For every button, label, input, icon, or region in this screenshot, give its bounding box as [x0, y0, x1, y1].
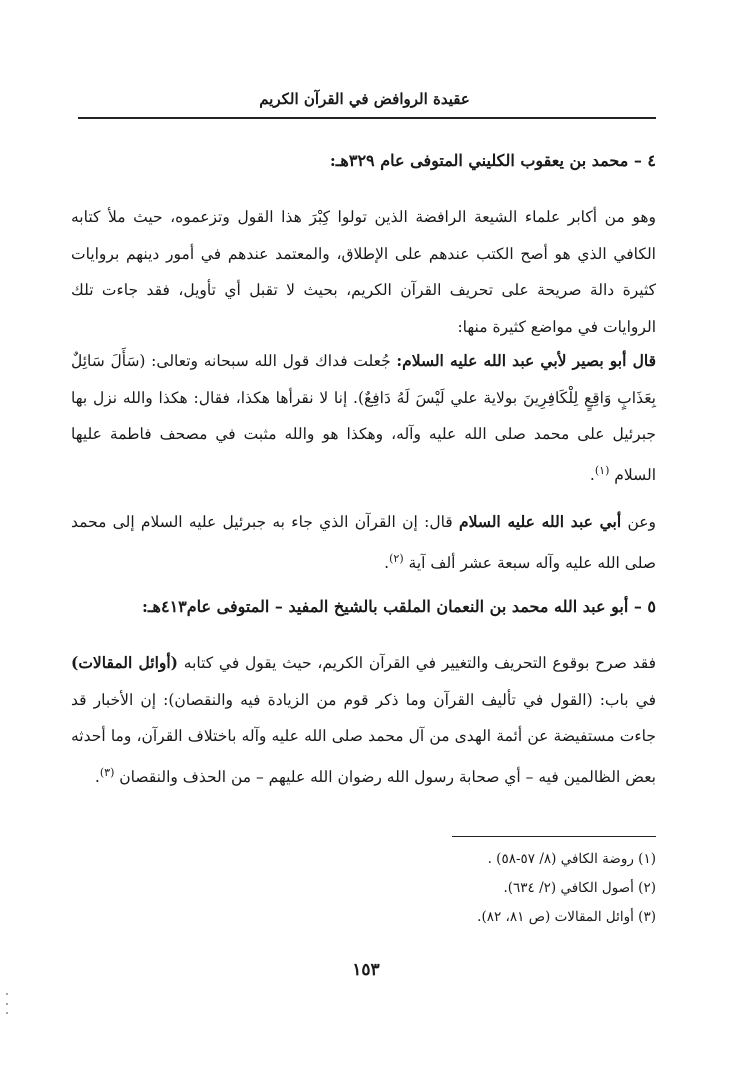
footnote-ref-1[interactable]: (١) — [594, 463, 610, 477]
paragraph-mufid: فقد صرح بوقوع التحريف والتغيير في القرآن الكريم، حيث يقول في كتابه (أوائل المقالات) في باب: (القول في تأليف القرآن وما ذكر قوم من الزيادة فيه والنقصان): إن الأخبار قد جاءت مستفيضة عن أئمة الهدى من آل محمد صلى الله عليه وآله باختلاف القرآن، وما أحدثه بعض الظالمين فيه – أي صحابة رسول الله رضوان الله عليهم – من الحذف والنقصان $^{(٣)}$. — [71, 653, 656, 786]
narration-prefix: وعن — [627, 513, 657, 531]
footnotes — [71, 845, 656, 932]
footnote-3: (٣) أوائل المقالات (ص ٨١، ٨٢). — [477, 909, 656, 925]
mufid-text-pre: فقد صرح بوقوع التحريف والتغيير في القرآن الكريم، حيث يقول في كتابه — [183, 654, 656, 672]
narrator-lead: أبي عبد الله عليه السلام — [459, 512, 622, 531]
footnote-separator — [452, 836, 656, 837]
paragraph-abu-abdullah: وعن أبي عبد الله عليه السلام قال: إن القرآن الذي جاء به جبرئيل عليه السلام إلى محمد صلى الله عليه وآله سبعة عشر ألف آية $^{(٢)}$. — [71, 512, 657, 572]
narration-text: قال: إن القرآن الذي جاء به جبرئيل عليه السلام إلى محمد صلى الله عليه وآله سبعة عشر ألف آية — [71, 513, 656, 572]
header-rule — [78, 117, 656, 119]
paragraph-kulayni-intro: وهو من أكابر علماء الشيعة الرافضة الذين تولوا كِبْرَ هذا القول وتزعموه، حيث ملأ كتابه الكافي الذي هو أصح الكتب عندهم على الإطلاق، والمعتمد عندهم في أمور دينهم بروايات كثيرة دالة صريحة على تحريف القرآن الكريم، بحيث لا تقبل أي تأويل، فقد جاءت تلك الروايات في مواضع كثيرة منها: — [71, 208, 656, 336]
footnote-ref-3[interactable]: (٣) — [99, 765, 115, 779]
mufid-text-rest: في باب: (القول في تأليف القرآن وما ذكر قوم من الزيادة فيه والنقصان): إن الأخبار قد جاءت مستفيضة عن أئمة الهدى من آل محمد صلى الله عليه وآله باختلاف القرآن، وما أحدثه بعض الظالمين فيه – أي صحابة رسول الله رضوان الله عليهم – من الحذف والنقصان — [71, 690, 656, 786]
narration-text: جُعلت فداك قول الله سبحانه وتعالى: (سَأَلَ سَائِلٌ بِعَذَابٍ وَاقِعٍ لِلْكَافِرِينَ بولاية علي لَيْسَ لَهُ دَافِعٌ). إنا لا نقرأها هكذا، فقال: هكذا والله نزل بها جبرئيل على محمد صلى الله عليه وآله، وهكذا هو والله مثبت في مصحف فاطمة عليها السلام — [71, 352, 656, 484]
scan-speck — [6, 993, 8, 995]
footnote-1: (١) روضة الكافي (٨/ ٥٧-٥٨) . — [487, 851, 656, 867]
section-heading-5: ٥ – أبو عبد الله محمد بن النعمان الملقب بالشيخ المفيد – المتوفى عام٤١٣هـ: — [141, 597, 656, 616]
scan-speck — [6, 1012, 8, 1014]
running-header: عقيدة الروافض في القرآن الكريم — [259, 90, 470, 108]
paragraph-abu-basir: قال أبو بصير لأبي عبد الله عليه السلام: جُعلت فداك قول الله سبحانه وتعالى: (سَأَلَ سَائِلٌ بِعَذَابٍ وَاقِعٍ لِلْكَافِرِينَ بولاية علي لَيْسَ لَهُ دَافِعٌ). إنا لا نقرأها هكذا، فقال: هكذا والله نزل بها جبرئيل على محمد صلى الله عليه وآله، وهكذا هو والله مثبت في مصحف فاطمة عليها السلام $^{(١)}$. — [71, 351, 656, 484]
narrator-lead: قال أبو بصير لأبي عبد الله عليه السلام: — [396, 351, 656, 370]
footnote-2: (٢) أصول الكافي (٢/ ٦٣٤). — [503, 880, 656, 896]
section-heading-4: ٤ – محمد بن يعقوب الكليني المتوفى عام ٣٢٩هـ: — [329, 151, 656, 170]
scan-speck — [6, 1003, 8, 1005]
book-title: (أوائل المقالات) — [71, 653, 179, 672]
footnote-ref-2[interactable]: (٢) — [389, 551, 404, 565]
page-number: ١٥٣ — [352, 960, 380, 980]
